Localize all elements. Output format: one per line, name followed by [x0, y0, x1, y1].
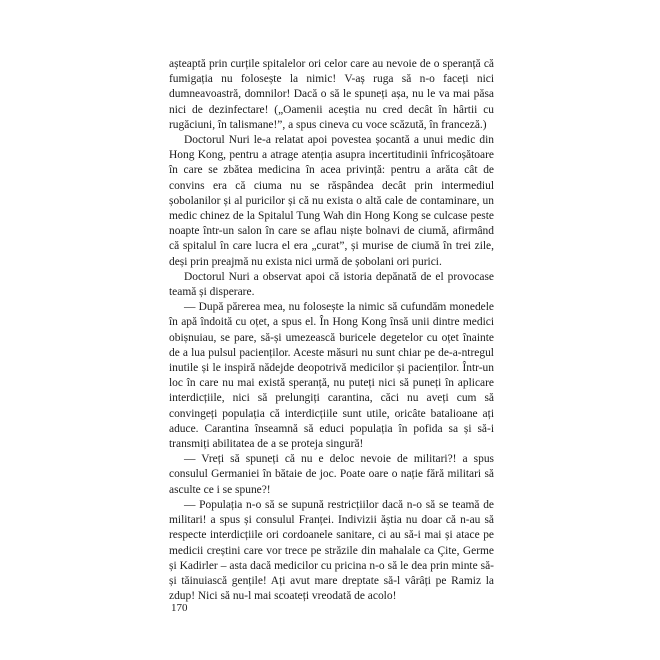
paragraph: — Populația n-o să se supună restricțiilor dacă n-o să se teamă de militari! a spus și consulul Franței. Indivizii ăștia nu doar că n-au să respecte interdicțiile ori cordoanele sanitare, ci au să-i mai și atace pe medicii creștini care vor trece pe străzile din mahalale ca Çite, Germe și Kadirler – asta dacă medicilor cu pricina n-o să le dea prin minte să-și tăinuiască gențile! Ați avut mare dreptate să-l vârâți pe Ramiz la zdup! Nici să nu-l mai scoateți vreodată de acolo!	[169, 498, 494, 603]
paragraph: Doctorul Nuri le-a relatat apoi povestea șocantă a unui medic din Hong Kong, pentru a atrage atenția asupra incertitudinii înfricoșătoare în care se zbătea medicina în acea privință: pentru a arăta cât de convins era că ciuma nu se răspândea decât prin intermediul șobolanilor și al puricilor și că nu exista o altă cale de contaminare, un medic chinez de la Spitalul Tung Wah din Hong Kong se culcase peste noapte într-un salon în care se aflau niște bolnavi de ciumă, afirmând că spitalul în care lucra el era „curat”, și murise de ciumă în trei zile, deși prin preajmă nu exista nici urmă de șobolani ori purici.	[169, 134, 494, 268]
paragraph: așteaptă prin curțile spitalelor ori celor care au nevoie de o speranță că fumigația nu folosește la nimic! V-aș ruga să n-o faceți nici dumneavoastră, domnilor! Dacă o să le spuneți așa, nu le va mai păsa nici de dezinfectare! („Oamenii aceștia nu cred decât în hârtii cu rugăciuni, în talismane!”, a spus cineva cu voce scăzută, în franceză.)	[169, 58, 494, 131]
paragraph: Doctorul Nuri a observat apoi că istoria depănată de el provocase teamă și disperare.	[169, 270, 494, 299]
page-number: 170	[171, 602, 188, 614]
paragraph: — După părerea mea, nu folosește la nimic să cufundăm monedele în apă îndoită cu oțet, a spus el. În Hong Kong însă unii dintre medici obișnuiau, se pare, să-și umezească buricele degetelor cu oțet înainte de a lua pulsul pacienților. Aceste măsuri nu sunt chiar pe de-a-ntregul inutile și le inspiră nădejde deopotrivă medicilor și pacienților. Într-un loc în care nu mai există speranță, nu puteți nici să puneți în aplicare interdicțiile, nici să prelungiți carantina, căci nu aveți cum să convingeți populația că interdicțiile sunt utile, oricâte batalioane ați aduce. Carantina înseamnă să educi populația în pofida sa și să-i transmiți abilitatea de a se proteja singură!	[169, 301, 494, 451]
body-text	[169, 57, 494, 604]
paragraph: — Vreți să spuneți că nu e deloc nevoie de militari?! a spus consulul Germaniei în bătaie de joc. Poate oare o nație fără militari să asculte ce i se spune?!	[169, 453, 494, 496]
